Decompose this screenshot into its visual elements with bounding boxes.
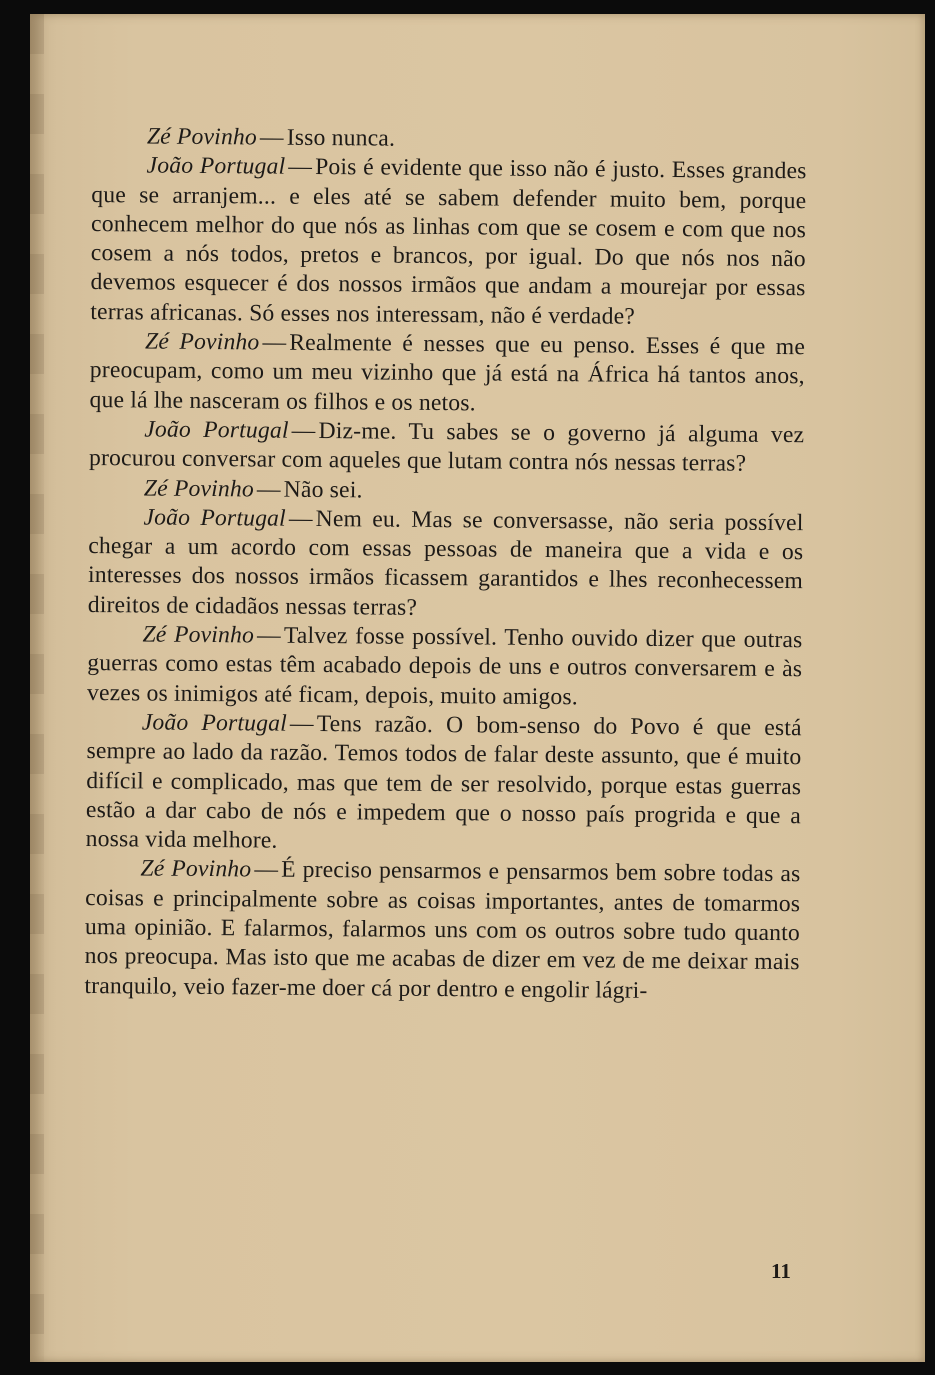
dialogue-paragraph [89, 415, 804, 480]
speaker-name: João Portugal [144, 416, 289, 444]
dialogue-text: Talvez fosse possível. Tenho ouvido dizer que outras guerras como estas têm acabado depois de uns e outros conversarem e às vezes os inimigos até ficam, depois, muito amigos. [86, 622, 803, 710]
dialogue-text: Realmente é nesses que eu penso. Esses é que me preocupam, como um meu vizinho que já está na África há tantos anos, que lá lhe nasceram os filhos e os netos. [89, 329, 806, 417]
dialogue-paragraph [86, 708, 802, 861]
dialogue-text: Diz-me. Tu sabes se o governo já alguma vez procurou conversar com aqueles que lutam contra nós nessas terras? [88, 417, 805, 477]
book-page [30, 14, 925, 1362]
dialogue-dash: — [288, 505, 313, 532]
dialogue-body [84, 122, 807, 1007]
dialogue-dash: — [288, 154, 313, 181]
dialogue-paragraph [88, 503, 804, 626]
speaker-name: Zé Povinho [143, 475, 255, 502]
speaker-name: Zé Povinho [146, 123, 258, 151]
speaker-name: João Portugal [143, 504, 287, 532]
dialogue-dash: — [291, 417, 316, 444]
dialogue-dash: — [256, 622, 281, 649]
dialogue-text: Nem eu. Mas se conversasse, não seria possível chegar a um acordo com essas pessoas de maneira que a vida e os interesses dos nossos irmãos ficassem garantidos e lhes reconhecessem direitos de cidadãos nessas terras? [87, 505, 804, 621]
dialogue-text: Tens razão. O bom-senso do Povo é que está sempre ao lado da razão. Temos todos de falar deste assunto, que é muito difícil e complicado, mas que tem de ser resolvido, porque estas guerras estão a dar cabo de nós e impedem que o nosso país progrida e que a nossa vida melhore. [85, 710, 802, 854]
speaker-name: Zé Povinho [144, 328, 260, 356]
dialogue-text: É preciso pensarmos e pensarmos bem sobre todas as coisas e principalmente sobre as coisas importantes, antes de tomarmos uma opinião. E falarmos, falarmos uns com os outros sobre tudo quanto nos preocupa. Mas isto que me acabas de dizer em vez de me deixar mais tranquilo, veio fazer-me doer cá por dentro e engolir lágri- [84, 857, 801, 1004]
speaker-name: Zé Povinho [142, 621, 255, 649]
dialogue-dash: — [256, 476, 281, 503]
dialogue-paragraph [84, 854, 800, 1007]
dialogue-dash: — [259, 124, 284, 151]
speaker-name: João Portugal [141, 709, 288, 737]
dialogue-paragraph [87, 620, 803, 714]
dialogue-text: Não sei. [283, 476, 363, 503]
speaker-name: Zé Povinho [140, 855, 252, 883]
dialogue-paragraph [90, 151, 807, 333]
dialogue-paragraph [89, 327, 805, 421]
dialogue-text: Isso nunca. [286, 124, 396, 152]
page-number: 11 [771, 1259, 791, 1283]
dialogue-text: Pois é evidente que isso não é justo. Esses grandes que se arranjem... e eles até se sabem defender muito bem, porque conhecem melhor do que nós as linhas com que se cosem e com que nos cosem a nós todos, pretos e brancos, por igual. Do que nós nos não devemos esquecer é dos nossos irmãos que andam a mourejar por essas terras africanas. Só esses nos interessam, não é verdade? [90, 154, 807, 330]
speaker-name: João Portugal [146, 152, 286, 180]
dialogue-dash: — [254, 856, 279, 884]
dialogue-dash: — [262, 329, 287, 356]
dialogue-dash: — [289, 710, 314, 737]
